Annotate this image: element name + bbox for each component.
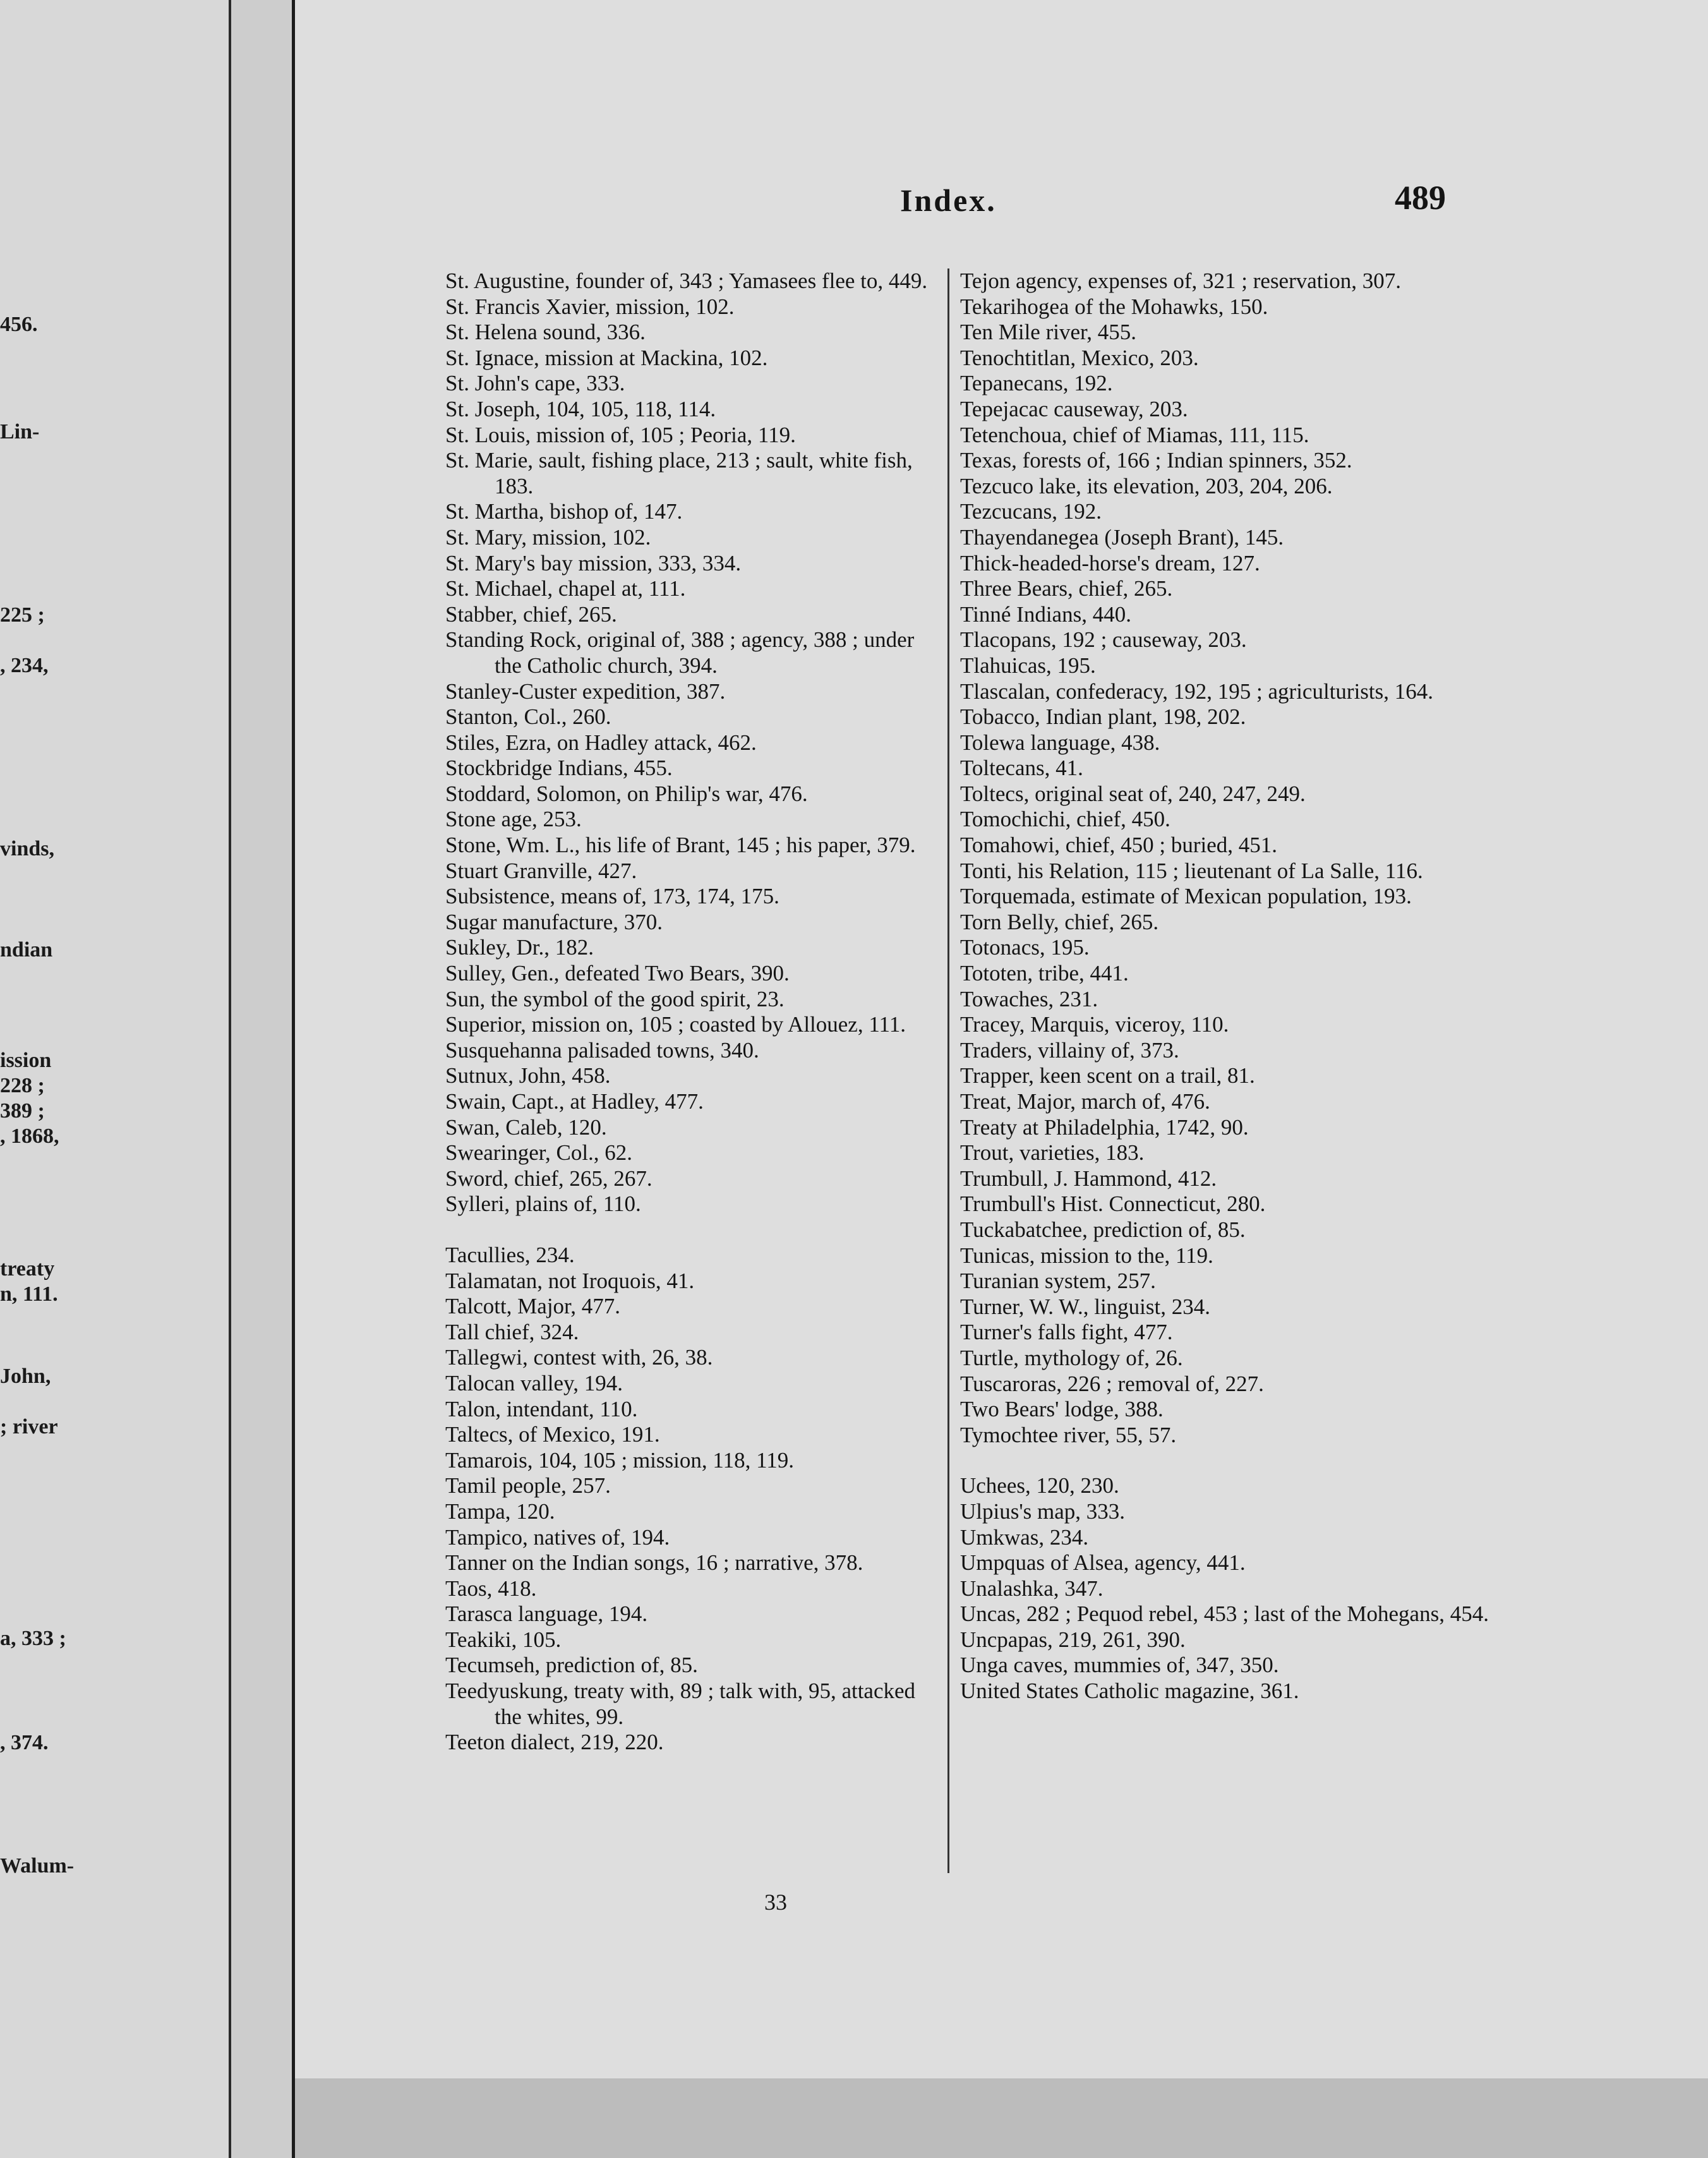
index-entry: Torn Belly, chief, 265. (960, 909, 1159, 934)
index-entry: Towaches, 231. (960, 986, 1098, 1011)
index-entry: Tomahowi, chief, 450 ; buried, 451. (960, 833, 1278, 858)
index-entry: Torquemada, estimate of Mexican population, 193. (960, 884, 1412, 909)
index-entry: Tecumseh, prediction of, 85. (445, 1653, 698, 1678)
index-entry: Tekarihogea of the Mohawks, 150. (960, 294, 1268, 319)
index-entry: Tall chief, 324. (445, 1319, 579, 1344)
facing-page-fragment: John, (0, 1365, 51, 1388)
facing-page-fragment: ; river (0, 1415, 58, 1438)
signature-mark: 33 (764, 1890, 787, 1915)
index-entry: St. Francis Xavier, mission, 102. (445, 294, 735, 319)
index-entry: Umkwas, 234. (960, 1524, 1089, 1550)
facing-page-fragment: a, 333 ; (0, 1627, 66, 1650)
index-entry: Uncpapas, 219, 261, 390. (960, 1627, 1186, 1652)
index-entry: Stockbridge Indians, 455. (445, 756, 673, 781)
index-entry: Trumbull's Hist. Connecticut, 280. (960, 1191, 1266, 1217)
index-entry: Trapper, keen scent on a trail, 81. (960, 1063, 1255, 1088)
index-entry: St. Augustine, founder of, 343 ; Yamasees flee to, 449. (445, 268, 928, 293)
index-entry: Tejon agency, expenses of, 321 ; reservation, 307. (960, 268, 1401, 293)
index-entry: Tuscaroras, 226 ; removal of, 227. (960, 1371, 1264, 1396)
index-entry: Tymochtee river, 55, 57. (960, 1422, 1177, 1447)
index-entry: Tenochtitlan, Mexico, 203. (960, 345, 1199, 370)
index-entry: Treat, Major, march of, 476. (960, 1089, 1210, 1114)
index-entry: St. Mary, mission, 102. (445, 524, 651, 550)
index-entry: Standing Rock, original of, 388 ; agency, 388 ; under the Catholic church, 394. (445, 627, 915, 678)
facing-page-fragment: 456. (0, 313, 38, 336)
index-entry: Sulley, Gen., defeated Two Bears, 390. (445, 961, 790, 986)
index-entry: Tacullies, 234. (445, 1242, 575, 1267)
index-entry: Sylleri, plains of, 110. (445, 1191, 641, 1217)
index-entry: Trumbull, J. Hammond, 412. (960, 1166, 1217, 1191)
facing-page-fragment: ission (0, 1049, 52, 1072)
index-entry: Tunicas, mission to the, 119. (960, 1243, 1213, 1268)
index-entry: Tamil people, 257. (445, 1473, 611, 1498)
index-entry: St. Joseph, 104, 105, 118, 114. (445, 396, 716, 421)
facing-page-fragment: 389 ; (0, 1099, 45, 1123)
index-entry: Stuart Granville, 427. (445, 858, 637, 883)
column-divider (947, 268, 949, 1873)
index-entry: Thick-headed-horse's dream, 127. (960, 550, 1260, 576)
index-entry: Tototen, tribe, 441. (960, 961, 1129, 986)
facing-page (0, 0, 231, 2158)
index-entry: Tepejacac causeway, 203. (960, 396, 1188, 421)
index-entry: Turner's falls fight, 477. (960, 1320, 1173, 1345)
index-entry: Swain, Capt., at Hadley, 477. (445, 1089, 704, 1114)
index-entry: Teedyuskung, treaty with, 89 ; talk with, 95, attacked the whites, 99. (445, 1679, 916, 1729)
facing-page-fragment: , 374. (0, 1731, 49, 1754)
index-entry: Stone age, 253. (445, 807, 582, 832)
index-entry: Ten Mile river, 455. (960, 320, 1136, 345)
index-entry: Teakiki, 105. (445, 1627, 562, 1652)
index-entry: Tamarois, 104, 105 ; mission, 118, 119. (445, 1447, 795, 1473)
index-entry: Tepanecans, 192. (960, 371, 1113, 396)
facing-page-fragment: n, 111. (0, 1282, 58, 1306)
facing-page-fragment: treaty (0, 1257, 55, 1281)
facing-page-fragment: Lin- (0, 420, 40, 443)
facing-page-fragment: 228 ; (0, 1074, 45, 1097)
index-entry: Stone, Wm. L., his life of Brant, 145 ; his paper, 379. (445, 833, 916, 858)
index-entry: St. Helena sound, 336. (445, 320, 646, 345)
index-entry: Stanley-Custer expedition, 387. (445, 678, 726, 704)
index-entry: St. Ignace, mission at Mackina, 102. (445, 345, 768, 370)
index-entry: Traders, villainy of, 373. (960, 1037, 1179, 1063)
index-column-right (960, 268, 1503, 1704)
index-entry: Taos, 418. (445, 1576, 537, 1601)
index-entry: Tetenchoua, chief of Miamas, 111, 115. (960, 422, 1309, 447)
index-entry: Three Bears, chief, 265. (960, 576, 1173, 601)
index-entry: Unga caves, mummies of, 347, 350. (960, 1653, 1279, 1678)
facing-page-fragment: Walum- (0, 1854, 75, 1878)
index-entry: Sutnux, John, 458. (445, 1063, 611, 1088)
facing-page-fragment: , 1868, (0, 1124, 59, 1148)
index-entry: Tezcuco lake, its elevation, 203, 204, 206. (960, 473, 1333, 498)
index-entry: St. Louis, mission of, 105 ; Peoria, 119. (445, 422, 796, 447)
index-entry: Sukley, Dr., 182. (445, 935, 594, 960)
index-entry: Thayendanegea (Joseph Brant), 145. (960, 524, 1284, 550)
index-entry: Uchees, 120, 230. (960, 1473, 1119, 1498)
index-entry: United States Catholic magazine, 361. (960, 1679, 1299, 1704)
index-entry: Two Bears' lodge, 388. (960, 1397, 1164, 1422)
index-entry: St. Michael, chapel at, 111. (445, 576, 686, 601)
index-entry: Toltecans, 41. (960, 756, 1083, 781)
page-title: Index. (900, 183, 997, 218)
book-gutter (231, 0, 295, 2158)
index-entry: Tezcucans, 192. (960, 499, 1102, 524)
index-entry: Sun, the symbol of the good spirit, 23. (445, 986, 785, 1011)
index-entry: Ulpius's map, 333. (960, 1498, 1126, 1524)
page-number: 489 (1395, 179, 1446, 217)
facing-page-fragment: 225 ; (0, 603, 45, 627)
index-entry: St. Martha, bishop of, 147. (445, 499, 683, 524)
index-entry: Turner, W. W., linguist, 234. (960, 1294, 1210, 1319)
facing-page-fragment: , 234, (0, 654, 49, 677)
index-entry: Tlascalan, confederacy, 192, 195 ; agriculturists, 164. (960, 678, 1434, 704)
index-entry: Tarasca language, 194. (445, 1601, 648, 1627)
index-entry: St. Mary's bay mission, 333, 334. (445, 550, 742, 576)
index-entry: Subsistence, means of, 173, 174, 175. (445, 884, 779, 909)
index-entry: Trout, varieties, 183. (960, 1140, 1145, 1166)
letter-section-gap (960, 1448, 1503, 1473)
index-entry: St. John's cape, 333. (445, 371, 625, 396)
index-entry: Texas, forests of, 166 ; Indian spinners, 352. (960, 448, 1352, 473)
index-entry: Unalashka, 347. (960, 1576, 1104, 1601)
letter-section-gap (445, 1217, 944, 1243)
facing-page-fragment: vinds, (0, 837, 54, 860)
index-entry: Tampico, natives of, 194. (445, 1524, 670, 1550)
index-entry: Tlahuicas, 195. (960, 653, 1096, 678)
index-entry: Swearinger, Col., 62. (445, 1140, 633, 1166)
index-entry: Tinné Indians, 440. (960, 601, 1131, 627)
index-entry: Stoddard, Solomon, on Philip's war, 476. (445, 781, 808, 806)
index-entry: Tuckabatchee, prediction of, 85. (960, 1217, 1246, 1242)
index-entry: Tallegwi, contest with, 26, 38. (445, 1345, 713, 1370)
index-entry: Tlacopans, 192 ; causeway, 203. (960, 627, 1247, 653)
index-entry: Tolewa language, 438. (960, 730, 1160, 755)
index-entry: Susquehanna palisaded towns, 340. (445, 1037, 759, 1063)
index-entry: Tobacco, Indian plant, 198, 202. (960, 704, 1246, 730)
index-entry: Tonti, his Relation, 115 ; lieutenant of La Salle, 116. (960, 858, 1423, 883)
index-entry: Talcott, Major, 477. (445, 1294, 621, 1319)
index-entry: Turanian system, 257. (960, 1269, 1156, 1294)
index-entry: Taltecs, of Mexico, 191. (445, 1422, 660, 1447)
index-entry: Stiles, Ezra, on Hadley attack, 462. (445, 730, 757, 755)
index-entry: Treaty at Philadelphia, 1742, 90. (960, 1114, 1249, 1140)
index-entry: Tomochichi, chief, 450. (960, 807, 1170, 832)
index-entry: Teeton dialect, 219, 220. (445, 1730, 664, 1755)
index-entry: Totonacs, 195. (960, 935, 1090, 960)
page-bottom-edge (295, 2078, 1708, 2158)
index-entry: Tampa, 120. (445, 1498, 555, 1524)
index-entry: Superior, mission on, 105 ; coasted by Allouez, 111. (445, 1012, 906, 1037)
index-entry: St. Marie, sault, fishing place, 213 ; sault, white fish, 183. (445, 448, 913, 498)
facing-page-fragment: ndian (0, 938, 53, 961)
index-entry: Uncas, 282 ; Pequod rebel, 453 ; last of the Mohegans, 454. (960, 1601, 1489, 1627)
index-entry: Turtle, mythology of, 26. (960, 1345, 1183, 1370)
index-column-left (445, 268, 944, 1756)
index-entry: Tanner on the Indian songs, 16 ; narrative, 378. (445, 1550, 863, 1576)
index-entry: Tracey, Marquis, viceroy, 110. (960, 1012, 1229, 1037)
index-entry: Sword, chief, 265, 267. (445, 1166, 653, 1191)
index-entry: Sugar manufacture, 370. (445, 909, 663, 934)
index-entry: Talocan valley, 194. (445, 1370, 623, 1395)
index-entry: Umpquas of Alsea, agency, 441. (960, 1550, 1246, 1576)
index-entry: Swan, Caleb, 120. (445, 1114, 607, 1140)
index-entry: Talamatan, not Iroquois, 41. (445, 1268, 695, 1293)
index-entry: Stanton, Col., 260. (445, 704, 611, 730)
index-entry: Talon, intendant, 110. (445, 1396, 638, 1421)
index-entry: Stabber, chief, 265. (445, 601, 617, 627)
index-entry: Toltecs, original seat of, 240, 247, 249. (960, 781, 1306, 806)
